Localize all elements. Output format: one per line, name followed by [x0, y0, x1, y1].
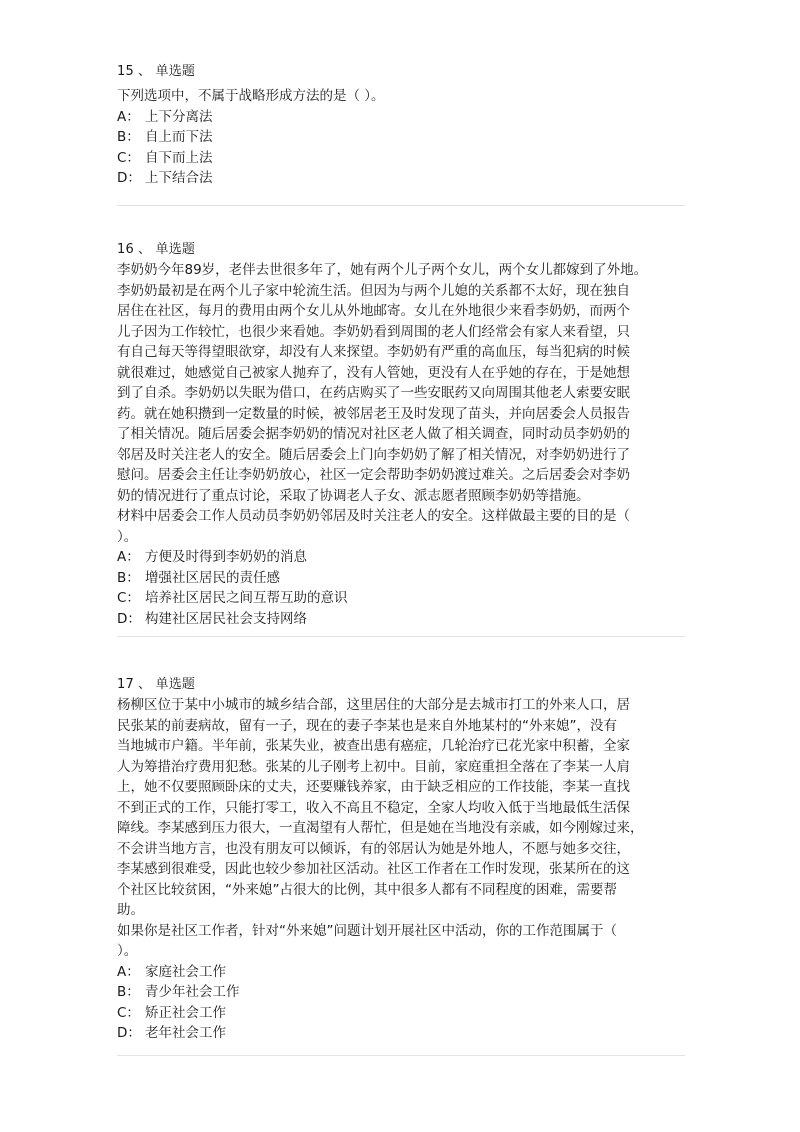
stem-line: 不会讲当地方言，也没有朋友可以倾诉，有的邻居认为她是外地人，不愿与她多交往，: [117, 840, 630, 857]
stem-line: 就很难过，她感觉自己被家人抛弃了，没有人管她，更没有人在乎她的存在，于是她想: [117, 364, 630, 381]
option-text: 老年社会工作: [145, 1025, 226, 1041]
option-letter: D：: [117, 1025, 141, 1041]
stem-line: 了相关情况。随后居委会据李奶奶的情况对社区老人做了相关调查，同时动员李奶奶的: [117, 426, 630, 442]
question-type: 单选题: [155, 677, 196, 692]
stem-line: 当地城市户籍。半年前，张某失业，被查出患有癌症，几轮治疗已花光家中积蓄，全家: [117, 738, 630, 754]
option-letter: B：: [117, 569, 140, 586]
option-a[interactable]: [117, 962, 692, 983]
question-divider: [117, 1055, 685, 1056]
stem-line: 如果你是社区工作者，针对“外来媳”问题计划开展社区中活动，你的工作范围属于（: [117, 922, 617, 939]
option-text: 自下而上法: [145, 149, 213, 166]
question-separator: 、: [137, 677, 152, 692]
question-divider: [117, 636, 685, 637]
stem-line: 杨柳区位于某中小城市的城乡结合部，这里居住的大部分是去城市打工的外来人口，居: [117, 697, 630, 713]
option-b[interactable]: [117, 568, 692, 589]
stem-line: 人为筹措治疗费用犯愁。张某的儿子刚考上初中。目前，家庭重担全落在了李某一人肩: [117, 758, 630, 775]
stem-line: 到了自杀。李奶奶以失眠为借口，在药店购买了一些安眠药又向周围其他老人索要安眠: [117, 385, 630, 401]
option-d[interactable]: [117, 1023, 692, 1044]
stem-line: 慰问。居委会主任让李奶奶放心，社区一定会帮助李奶奶渡过难关。之后居委会对李奶: [117, 467, 630, 483]
option-a[interactable]: [117, 107, 692, 128]
option-b[interactable]: [117, 127, 692, 148]
stem-line: 下列选项中，不属于战略形成方法的是（ ）。: [117, 88, 385, 104]
stem-line: 儿子因为工作较忙，也很少来看她。李奶奶看到周围的老人们经常会有家人来看望，只: [117, 323, 630, 340]
question-17: [117, 675, 692, 1044]
option-c[interactable]: [117, 148, 692, 169]
option-text: 上下分离法: [145, 108, 213, 125]
option-d[interactable]: [117, 609, 692, 630]
question-16: [117, 240, 692, 629]
option-text: 矫正社会工作: [145, 1004, 226, 1021]
stem-line: 有自己每天等得望眼欲穿，却没有人来探望。李奶奶有严重的高血压，每当犯病的时候: [117, 344, 630, 360]
option-letter: A：: [117, 108, 140, 125]
option-letter: C：: [117, 149, 140, 166]
option-text: 方便及时得到李奶奶的消息: [145, 549, 307, 565]
stem-line: 不到正式的工作，只能打零工，收入不高且不稳定，全家人均收入低于当地最低生活保: [117, 799, 630, 816]
option-letter: A：: [117, 963, 140, 980]
stem-line: ）。: [117, 528, 138, 545]
question-header: [117, 240, 692, 260]
option-list: [117, 547, 692, 629]
option-b[interactable]: [117, 982, 692, 1003]
stem-line: 李奶奶今年89岁，老伴去世很多年了，她有两个儿子两个女儿，两个女儿都嫁到了外地。: [117, 262, 648, 278]
stem-line: 药。就在她积攒到一定数量的时候，被邻居老王及时发现了苗头，并向居委会人员报告: [117, 405, 630, 422]
question-number: 17: [117, 677, 134, 692]
stem-line: 个社区比较贫困，“外来媳”占很大的比例，其中很多人都有不同程度的困难，需要帮: [117, 881, 617, 898]
option-text: 家庭社会工作: [145, 963, 226, 980]
stem-line: 居住在社区，每月的费用由两个女儿从外地邮寄。女儿在外地很少来看李奶奶，而两个: [117, 303, 630, 319]
stem-line: ）。: [117, 943, 138, 959]
stem-line: 李奶奶最初是在两个儿子家中轮流生活。但因为与两个儿媳的关系都不太好，现在独自: [117, 282, 630, 299]
option-letter: D：: [117, 610, 141, 627]
option-letter: A：: [117, 549, 140, 565]
question-separator: 、: [137, 242, 152, 257]
stem-line: 李某感到很难受，因此也较少参加社区活动。社区工作者在工作时发现，张某所在的这: [117, 861, 630, 877]
stem-line: 奶的情况进行了重点讨论，采取了协调老人子女、派志愿者照顾李奶奶等措施。: [117, 487, 590, 504]
question-15: [117, 62, 692, 189]
option-d[interactable]: [117, 168, 692, 189]
option-text: 构建社区居民社会支持网络: [145, 610, 307, 627]
option-letter: B：: [117, 984, 140, 1000]
stem-line: 助。: [117, 902, 144, 918]
option-letter: C：: [117, 590, 140, 606]
option-letter: B：: [117, 129, 140, 145]
stem-line: 障线。李某感到压力很大，一直渴望有人帮忙，但是她在当地没有亲戚，如今刚嫁过来，: [117, 820, 644, 836]
option-text: 自上而下法: [145, 129, 213, 145]
question-header: [117, 675, 692, 695]
stem-line: 材料中居委会工作人员动员李奶奶邻居及时关注老人的安全。这样做最主要的目的是（: [117, 508, 630, 524]
question-header: [117, 62, 692, 82]
question-stem: [117, 86, 692, 107]
question-number: 15: [117, 64, 134, 79]
option-a[interactable]: [117, 547, 692, 568]
option-list: [117, 962, 692, 1044]
question-type: 单选题: [155, 64, 196, 79]
option-list: [117, 107, 692, 189]
option-letter: C：: [117, 1004, 140, 1021]
question-divider: [117, 205, 685, 206]
option-c[interactable]: [117, 588, 692, 609]
option-text: 增强社区居民的责任感: [145, 569, 280, 586]
stem-line: 上，她不仅要照顾卧床的丈夫，还要赚钱养家，由于缺乏相应的工作技能，李某一直找: [117, 779, 630, 795]
option-text: 上下结合法: [145, 170, 213, 186]
question-type: 单选题: [155, 242, 196, 257]
question-separator: 、: [137, 64, 152, 79]
question-stem: [117, 695, 692, 962]
option-c[interactable]: [117, 1003, 692, 1024]
option-letter: D：: [117, 170, 141, 186]
stem-line: 民张某的前妻病故，留有一子，现在的妻子李某也是来自外地某村的“外来媳”，没有: [117, 717, 617, 734]
stem-line: 邻居及时关注老人的安全。随后居委会上门向李奶奶了解了相关情况，对李奶奶进行了: [117, 446, 630, 463]
option-text: 培养社区居民之间互帮互助的意识: [145, 590, 348, 606]
question-number: 16: [117, 242, 134, 257]
question-stem: [117, 260, 692, 547]
option-text: 青少年社会工作: [145, 984, 240, 1000]
